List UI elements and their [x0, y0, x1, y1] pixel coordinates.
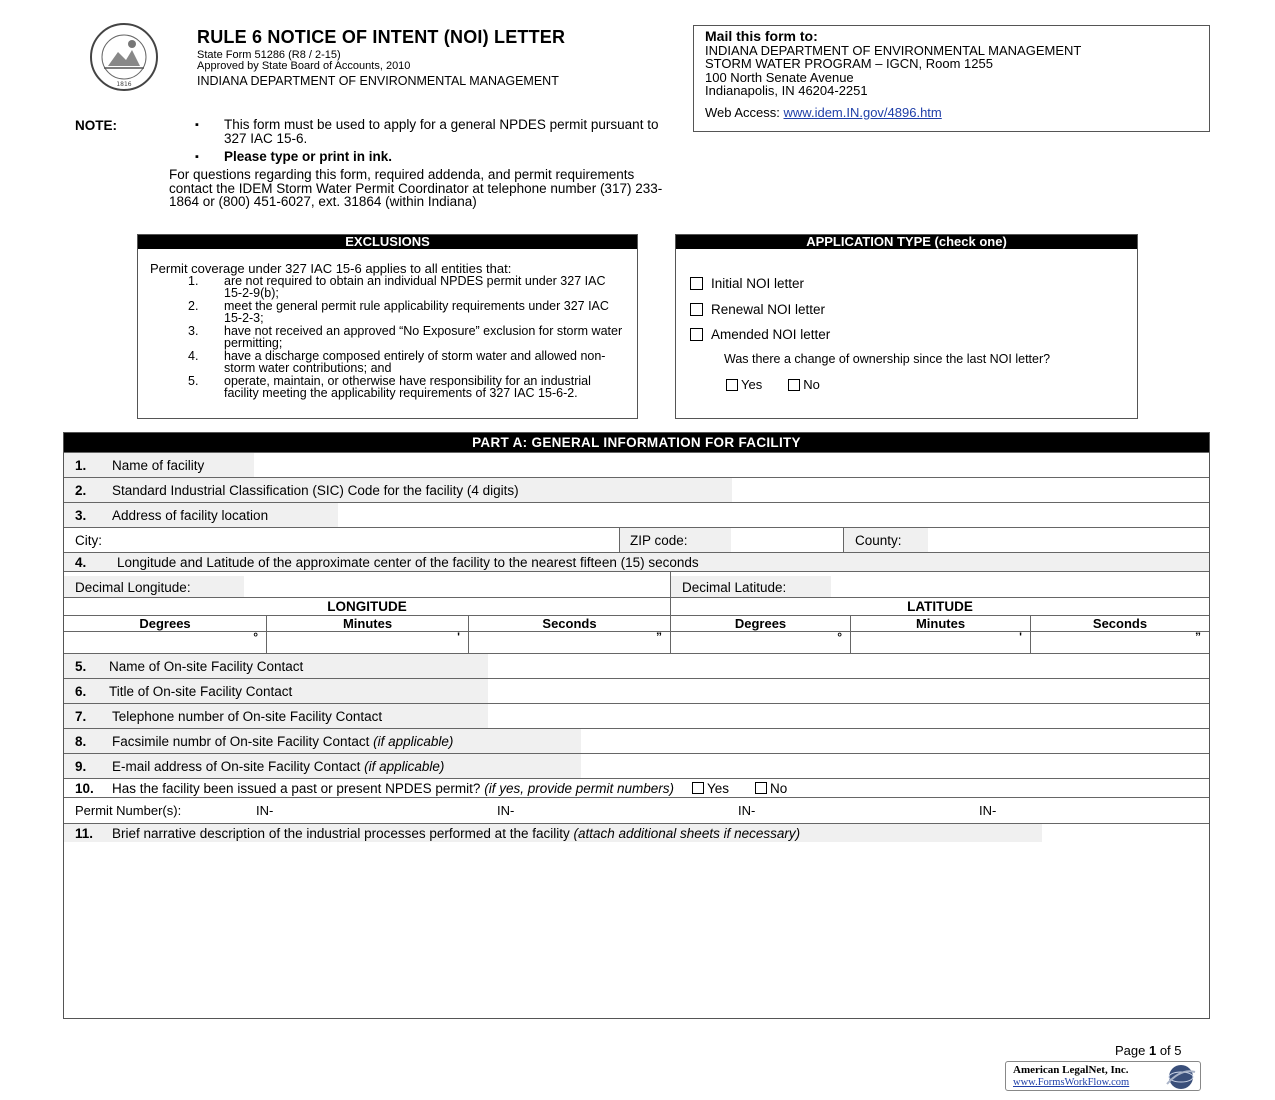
- american-legalnet-logo: [1005, 1061, 1201, 1091]
- list-item: 5. operate, maintain, or otherwise have responsibility for an industrial facility meeting the applicability requirements of 327 IAC 15-6-2.: [188, 374, 591, 400]
- exclusions-box: [137, 234, 638, 419]
- contact-phone-row: [64, 703, 1209, 728]
- long-degrees-heading: Degrees: [139, 616, 191, 631]
- permit-number-field[interactable]: IN-: [497, 803, 515, 818]
- lat-seconds-heading: Seconds: [1030, 616, 1209, 631]
- exclusions-intro: Permit coverage under 327 IAC 15-6 applies to all entities that:: [150, 261, 512, 276]
- lat-long-label: 4. Longitude and Latitude of the approximate center of the facility to the nearest fifteen (15) seconds: [64, 553, 1209, 571]
- state-seal: [74, 22, 174, 92]
- facility-name-label: 1. Name of facility: [64, 453, 254, 477]
- list-item: 2. meet the general permit rule applicability requirements under 327 IAC 15-2-3;: [188, 299, 609, 325]
- permit-numbers-row: [64, 797, 1209, 823]
- npdes-no-checkbox[interactable]: [755, 782, 767, 794]
- npdes-permit-row: [64, 778, 1209, 797]
- sic-code-field[interactable]: [732, 478, 1209, 502]
- lat-minutes-heading: Minutes: [850, 616, 1030, 631]
- ownership-yes-checkbox[interactable]: [726, 379, 738, 391]
- logo-url[interactable]: www.FormsWorkFlow.com: [1013, 1077, 1130, 1088]
- mail-to-box: [693, 25, 1210, 132]
- contact-name-field[interactable]: [488, 654, 1209, 678]
- contact-phone-field[interactable]: [488, 704, 1209, 728]
- contact-name-row: [64, 653, 1209, 678]
- part-a-section: [63, 432, 1210, 1019]
- globe-icon: [1161, 1064, 1197, 1090]
- narrative-label: 11. Brief narrative description of the industrial processes performed at the facility (attach additional sheets if necessary): [64, 824, 1042, 842]
- dms-header-row: [64, 615, 1209, 631]
- contact-email-label: 9. E-mail address of On-site Facility Contact (if applicable): [64, 754, 581, 778]
- permit-number-field[interactable]: IN-: [256, 803, 274, 818]
- web-access: [705, 106, 1198, 120]
- contact-name-label: 5. Name of On-site Facility Contact: [64, 654, 488, 678]
- facility-address-field[interactable]: [338, 503, 1209, 527]
- long-degrees-field[interactable]: °: [253, 630, 258, 644]
- facility-address-label: 3. Address of facility location: [64, 503, 338, 527]
- decimal-latitude-field[interactable]: [831, 572, 1209, 597]
- county-field[interactable]: [928, 528, 1209, 552]
- long-lat-header-row: [64, 597, 1209, 615]
- mail-line: Indianapolis, IN 46204-2251: [705, 83, 868, 98]
- city-label: City:: [64, 528, 619, 552]
- ownership-no-checkbox[interactable]: [788, 379, 800, 391]
- page-indicator: Page 1 of 5: [1115, 1043, 1182, 1058]
- note-bullets: [195, 118, 665, 168]
- latitude-heading: LATITUDE: [670, 598, 1209, 615]
- form-title: RULE 6 NOTICE OF INTENT (NOI) LETTER: [197, 27, 566, 47]
- longitude-heading: LONGITUDE: [327, 599, 407, 614]
- mail-line: STORM WATER PROGRAM – IGCN, Room 1255: [705, 56, 993, 71]
- decimal-longitude-field[interactable]: [244, 572, 670, 597]
- county-label: County:: [844, 528, 928, 552]
- permit-numbers-label: Permit Number(s):: [75, 803, 182, 818]
- narrative-field[interactable]: [64, 842, 1209, 1018]
- long-minutes-heading: Minutes: [266, 616, 468, 631]
- part-a-heading: PART A: GENERAL INFORMATION FOR FACILITY: [64, 433, 1209, 452]
- lat-long-question-row: [64, 552, 1209, 571]
- contact-email-field[interactable]: [581, 754, 1209, 778]
- sic-code-row: [64, 477, 1209, 502]
- decimal-longitude-label: Decimal Longitude:: [64, 576, 244, 598]
- contact-title-row: [64, 678, 1209, 703]
- long-minutes-field[interactable]: ': [266, 632, 468, 653]
- long-seconds-field[interactable]: ”: [468, 632, 670, 653]
- contact-fax-row: [64, 728, 1209, 753]
- decimal-latitude-label: Decimal Latitude:: [671, 576, 831, 598]
- renewal-noi-checkbox[interactable]: [690, 303, 703, 316]
- list-item: 3. have not received an approved “No Exposure” exclusion for storm water permitting;: [188, 324, 623, 350]
- lat-degrees-heading: Degrees: [670, 616, 850, 631]
- svg-text:1816: 1816: [116, 81, 132, 88]
- sic-code-label: 2. Standard Industrial Classification (SIC) Code for the facility (4 digits): [64, 478, 732, 502]
- note-bullet: ▪ Please type or print in ink.: [195, 150, 665, 164]
- npdes-permit-label: 10. Has the facility been issued a past or present NPDES permit? (if yes, provide permit numbers) Yes No: [64, 779, 1209, 797]
- web-link[interactable]: www.idem.IN.gov/4896.htm: [783, 104, 942, 120]
- ownership-yes-no: Yes No: [726, 377, 820, 392]
- zip-label: ZIP code:: [620, 528, 731, 552]
- mail-line: 100 North Senate Avenue: [705, 69, 854, 85]
- contact-email-row: [64, 753, 1209, 778]
- application-type-heading: APPLICATION TYPE (check one): [676, 235, 1137, 249]
- application-type-box: [675, 234, 1138, 419]
- list-item: 1. are not required to obtain an individual NPDES permit under 327 IAC 15-2-9(b);: [188, 274, 606, 300]
- narrative-row: [64, 823, 1209, 842]
- agency-name: INDIANA DEPARTMENT OF ENVIRONMENTAL MANAGEMENT: [197, 74, 559, 88]
- contact-phone-label: 7. Telephone number of On-site Facility Contact: [64, 704, 488, 728]
- mail-heading: Mail this form to:: [705, 28, 818, 44]
- permit-number-field[interactable]: IN-: [979, 803, 997, 818]
- note-label: NOTE:: [75, 118, 117, 133]
- contact-title-label: 6. Title of On-site Facility Contact: [64, 679, 488, 703]
- lat-seconds-field[interactable]: ”: [1030, 632, 1209, 653]
- city-zip-county-row: [64, 527, 1209, 552]
- renewal-noi-option: Renewal NOI letter: [690, 302, 825, 317]
- initial-noi-checkbox[interactable]: [690, 277, 703, 290]
- contact-fax-label: 8. Facsimile numbr of On-site Facility Contact (if applicable): [64, 729, 581, 753]
- amended-noi-option: Amended NOI letter: [690, 327, 830, 342]
- initial-noi-option: Initial NOI letter: [690, 276, 804, 291]
- long-seconds-heading: Seconds: [468, 616, 670, 631]
- exclusions-list: [184, 275, 624, 400]
- permit-number-field[interactable]: IN-: [738, 803, 756, 818]
- lat-minutes-field[interactable]: ': [850, 632, 1030, 653]
- facility-name-field[interactable]: [254, 453, 1209, 477]
- approval-line: Approved by State Board of Accounts, 2010: [197, 60, 411, 72]
- facility-name-row: [64, 452, 1209, 477]
- amended-noi-checkbox[interactable]: [690, 328, 703, 341]
- logo-name: American LegalNet, Inc.: [1013, 1064, 1129, 1076]
- facility-address-row: [64, 502, 1209, 527]
- npdes-yes-checkbox[interactable]: [692, 782, 704, 794]
- mail-line: INDIANA DEPARTMENT OF ENVIRONMENTAL MANAGEMENT: [705, 42, 1082, 58]
- zip-field[interactable]: [731, 528, 843, 552]
- lat-degrees-field[interactable]: °: [670, 632, 850, 653]
- contact-fax-field[interactable]: [581, 729, 1209, 753]
- exclusions-heading: EXCLUSIONS: [138, 235, 637, 249]
- contact-title-field[interactable]: [488, 679, 1209, 703]
- web-label: Web Access:: [705, 104, 784, 120]
- ownership-question: Was there a change of ownership since the last NOI letter?: [724, 352, 1051, 366]
- note-bullet: ▪ This form must be used to apply for a general NPDES permit pursuant to 327 IAC 15-6.: [195, 118, 665, 146]
- city-field[interactable]: [114, 528, 619, 552]
- list-item: 4. have a discharge composed entirely of storm water and allowed non-storm water contributions; and: [188, 349, 606, 375]
- decimal-coords-row: [64, 571, 1209, 597]
- contact-instructions: For questions regarding this form, required addenda, and permit requirements contact the IDEM Storm Water Permit Coordinator at telephone number (317) 233-1864 or (800) 451-6027, ext. 31864 (within Indiana): [169, 167, 663, 209]
- state-form-number: State Form 51286 (R8 / 2-15): [197, 49, 341, 61]
- dms-input-row: [64, 631, 1209, 653]
